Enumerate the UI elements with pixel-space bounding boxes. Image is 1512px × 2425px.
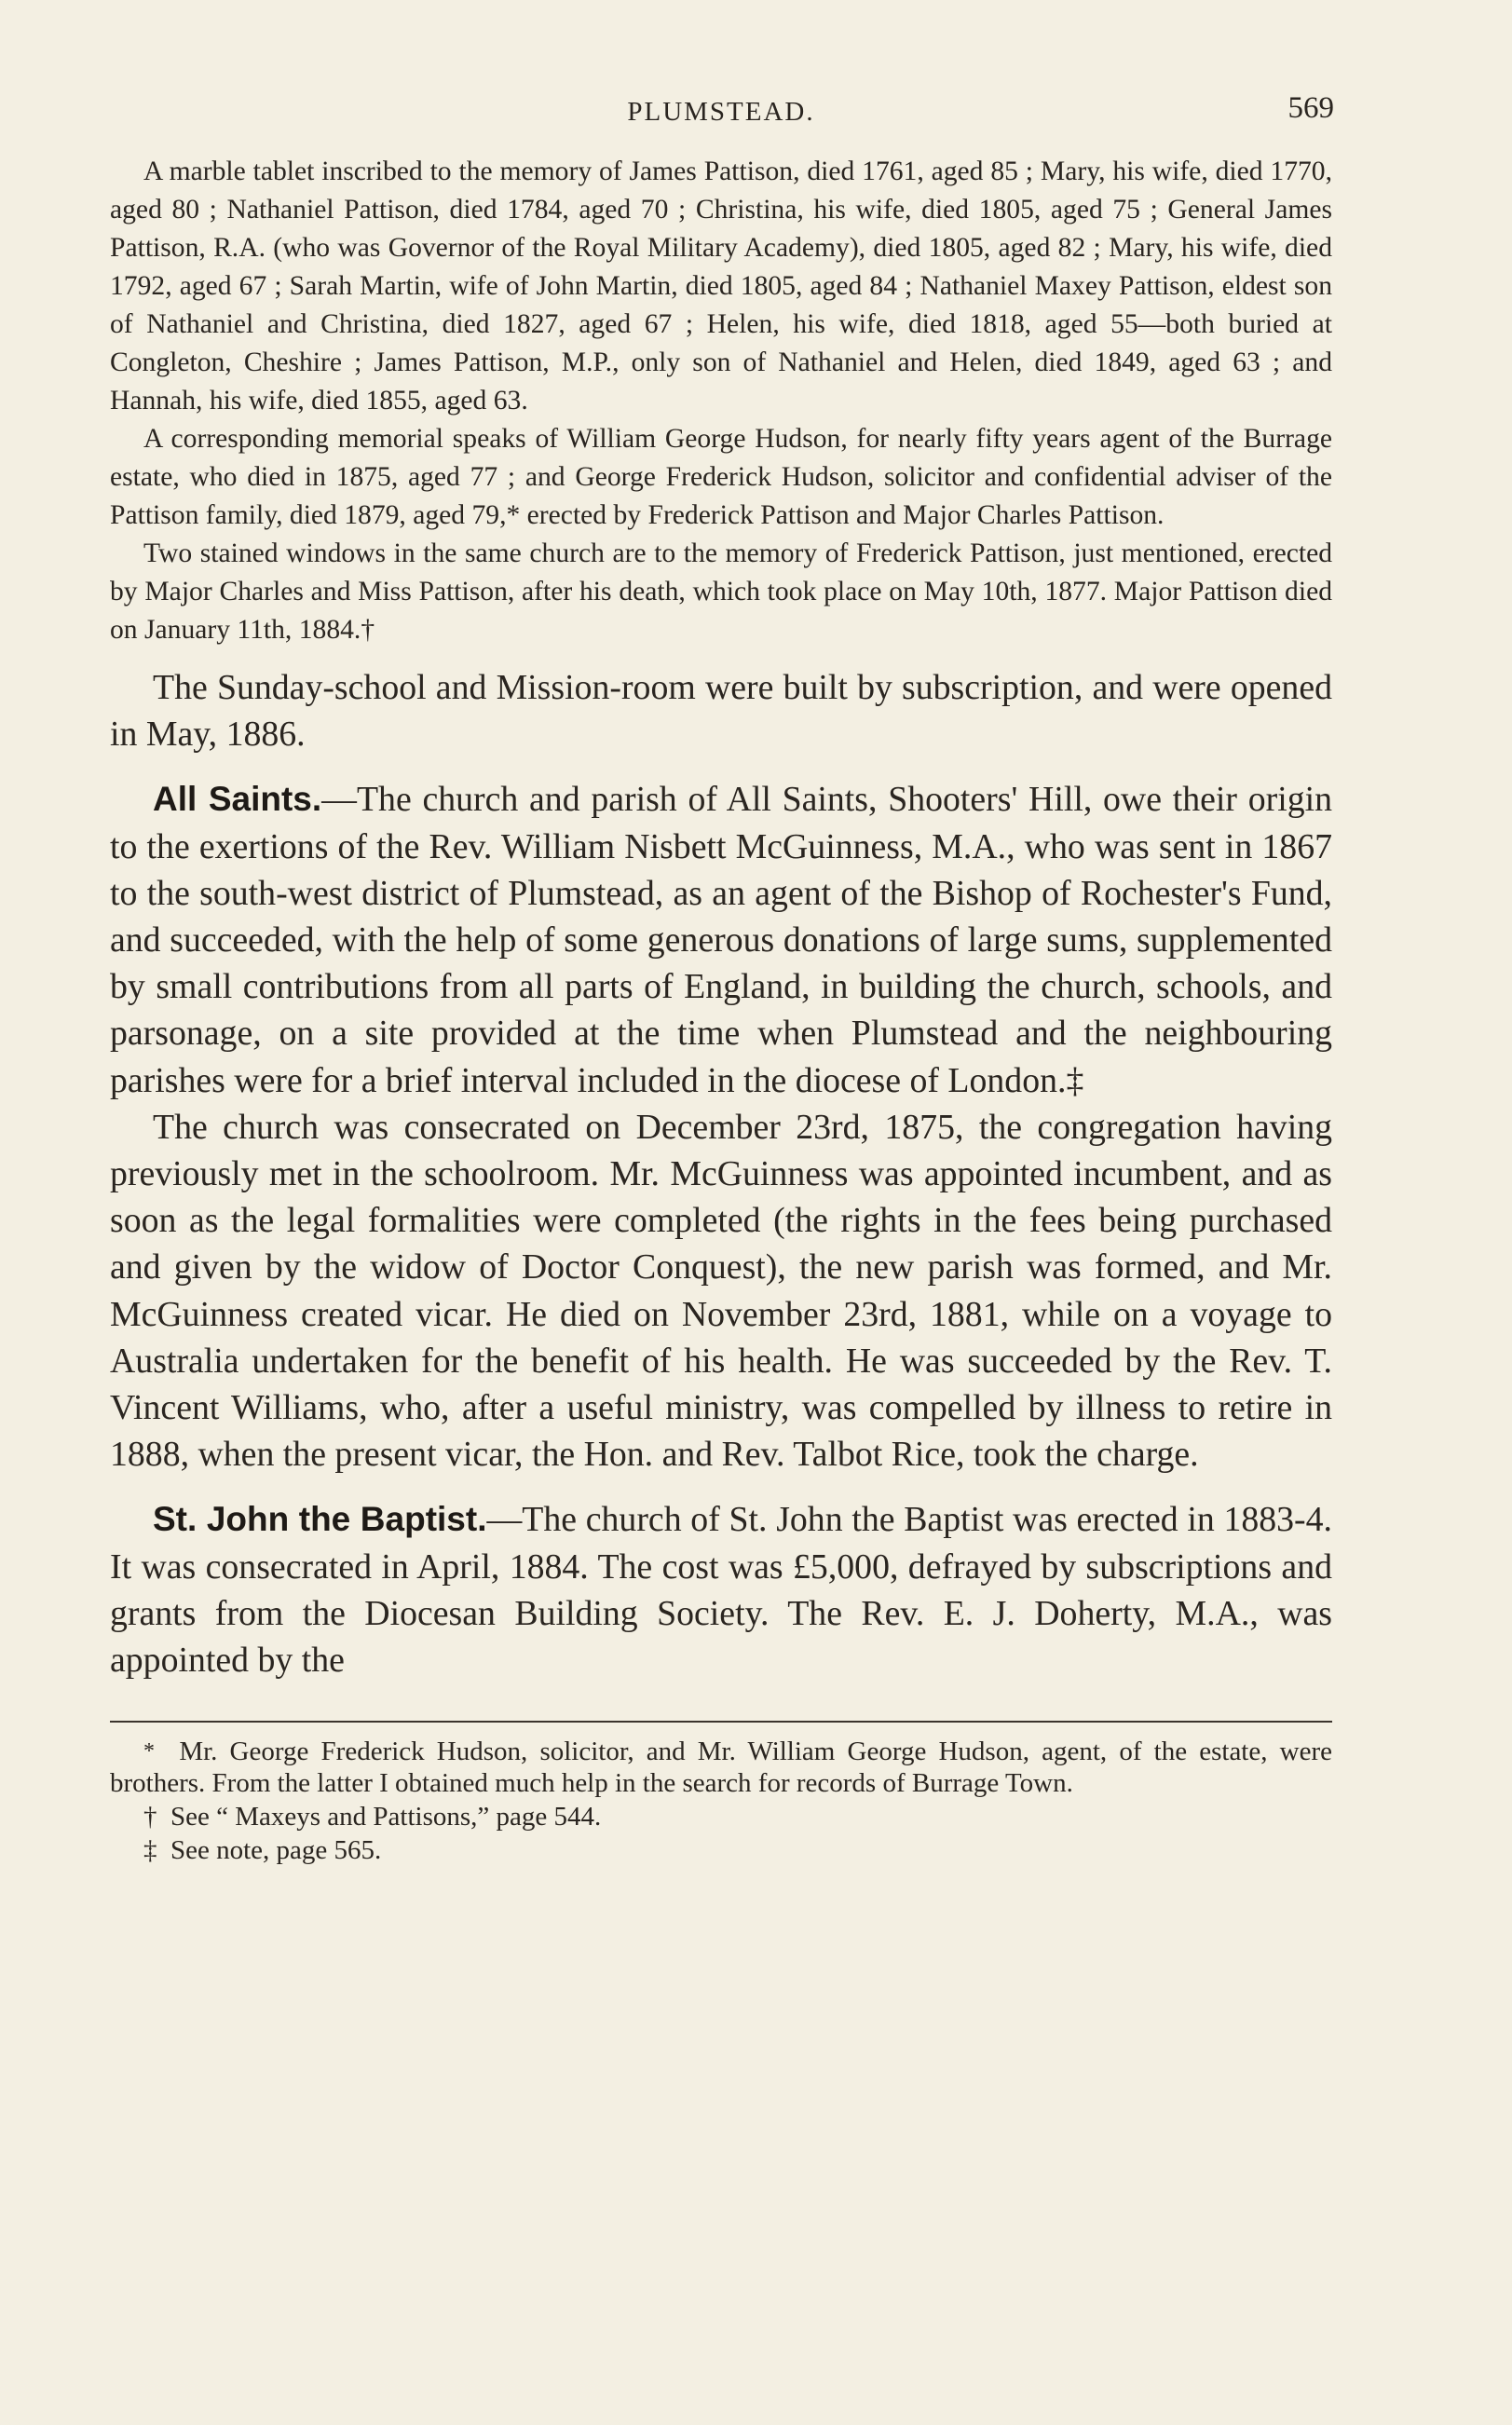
all-saints-paragraph-1: [110, 776, 1332, 1103]
footnote-mark-2: †: [143, 1802, 157, 1832]
footnote-divider: [110, 1721, 1332, 1723]
all-saints-paragraph-2: The church was consecrated on December 23rd, 1875, the congregation having previously met in the schoolroom. Mr. McGuinness was appointed incumbent, and as soon as the legal formalities were completed (the rights in the fees being purchased and given by the widow of Doctor Conquest), the new parish was formed, and Mr. McGuinness created vicar. He died on November 23rd, 1881, while on a voyage to Australia undertaken for the benefit of his health. He was succeeded by the Rev. T. Vincent Williams, who, after a useful ministry, was compelled by illness to retire in 1888, when the present vicar, the Hon. and Rev. Talbot Rice, took the charge.: [110, 1107, 1332, 1475]
footnote-3: [110, 1834, 1332, 1866]
page-number: 569: [1287, 91, 1334, 125]
footnote-text-2: See “ Maxeys and Pattisons,” page 544.: [170, 1802, 602, 1832]
all-saints-text-1: —The church and parish of All Saints, Shooters' Hill, owe their origin to the exertions of the Rev. William Nisbett McGuinness, M.A., who was sent in 1867 to the south-west district of Plumstead, as an agent of the Bishop of Rochester's Fund, and succeeded, with the help of some generous donations of large sums, supplemented by small contributions from all parts of England, in building the church, schools, and parsonage, on a site provided at the time when Plumstead and the neighbouring parishes were for a brief interval included in the diocese of London.‡: [110, 780, 1332, 1100]
footnote-mark-3: ‡: [143, 1835, 157, 1866]
footnote-mark-1: *: [143, 1739, 155, 1764]
book-page: [110, 91, 1332, 1866]
st-john-text: —The church of St. John the Baptist was erected in 1883-4. It was consecrated in April, 1884. The cost was £5,000, defrayed by subscriptions and grants from the Diocesan Building Society. The Rev. E. J. Doherty, M.A., was appointed by the: [110, 1500, 1332, 1681]
memorial-paragraph-1: A marble tablet inscribed to the memory of James Pattison, died 1761, aged 85 ; Mary, his wife, died 1770, aged 80 ; Nathaniel Pattison, died 1784, aged 70 ; Christina, his wife, died 1805, aged 75 ; General James Pattison, R.A. (who was Governor of the Royal Military Academy), died 1805, aged 82 ; Mary, his wife, died 1792, aged 67 ; Sarah Martin, wife of John Martin, died 1805, aged 84 ; Nathaniel Maxey Pattison, eldest son of Nathaniel and Christina, died 1827, aged 67 ; Helen, his wife, died 1818, aged 55—both buried at Congleton, Cheshire ; James Pattison, M.P., only son of Nathaniel and Helen, died 1849, aged 63 ; and Hannah, his wife, died 1855, aged 63.: [110, 157, 1332, 416]
sunday-school-paragraph: The Sunday-school and Mission-room were built by subscription, and were opened in May, 1886.: [110, 668, 1332, 755]
st-john-paragraph: [110, 1496, 1332, 1683]
running-head: PLUMSTEAD.: [627, 97, 815, 127]
st-john-title: St. John the Baptist.: [153, 1500, 487, 1539]
memorial-paragraph-3: Two stained windows in the same church are to the memory of Frederick Pattison, just mentioned, erected by Major Charles and Miss Pattison, after his death, which took place on May 10th, 1877. Major Pattison died on January 11th, 1884.†: [110, 538, 1332, 645]
page-header: [110, 91, 1332, 147]
footnotes: [110, 1736, 1332, 1866]
footnote-2: [110, 1801, 1332, 1832]
footnote-1: [110, 1736, 1332, 1799]
memorial-paragraph-2: A corresponding memorial speaks of William George Hudson, for nearly fifty years agent of the Burrage estate, who died in 1875, aged 77 ; and George Frederick Hudson, solicitor and confidential adviser of the Pattison family, died 1879, aged 79,* erected by Frederick Pattison and Major Charles Pattison.: [110, 424, 1332, 530]
all-saints-title: All Saints.: [153, 780, 322, 819]
footnote-text-1: Mr. George Frederick Hudson, solicitor, and Mr. William George Hudson, agent, of the estate, were brothers. From the latter I obtained much help in the search for records of Burrage Town.: [110, 1737, 1332, 1799]
footnote-text-3: See note, page 565.: [170, 1835, 382, 1866]
